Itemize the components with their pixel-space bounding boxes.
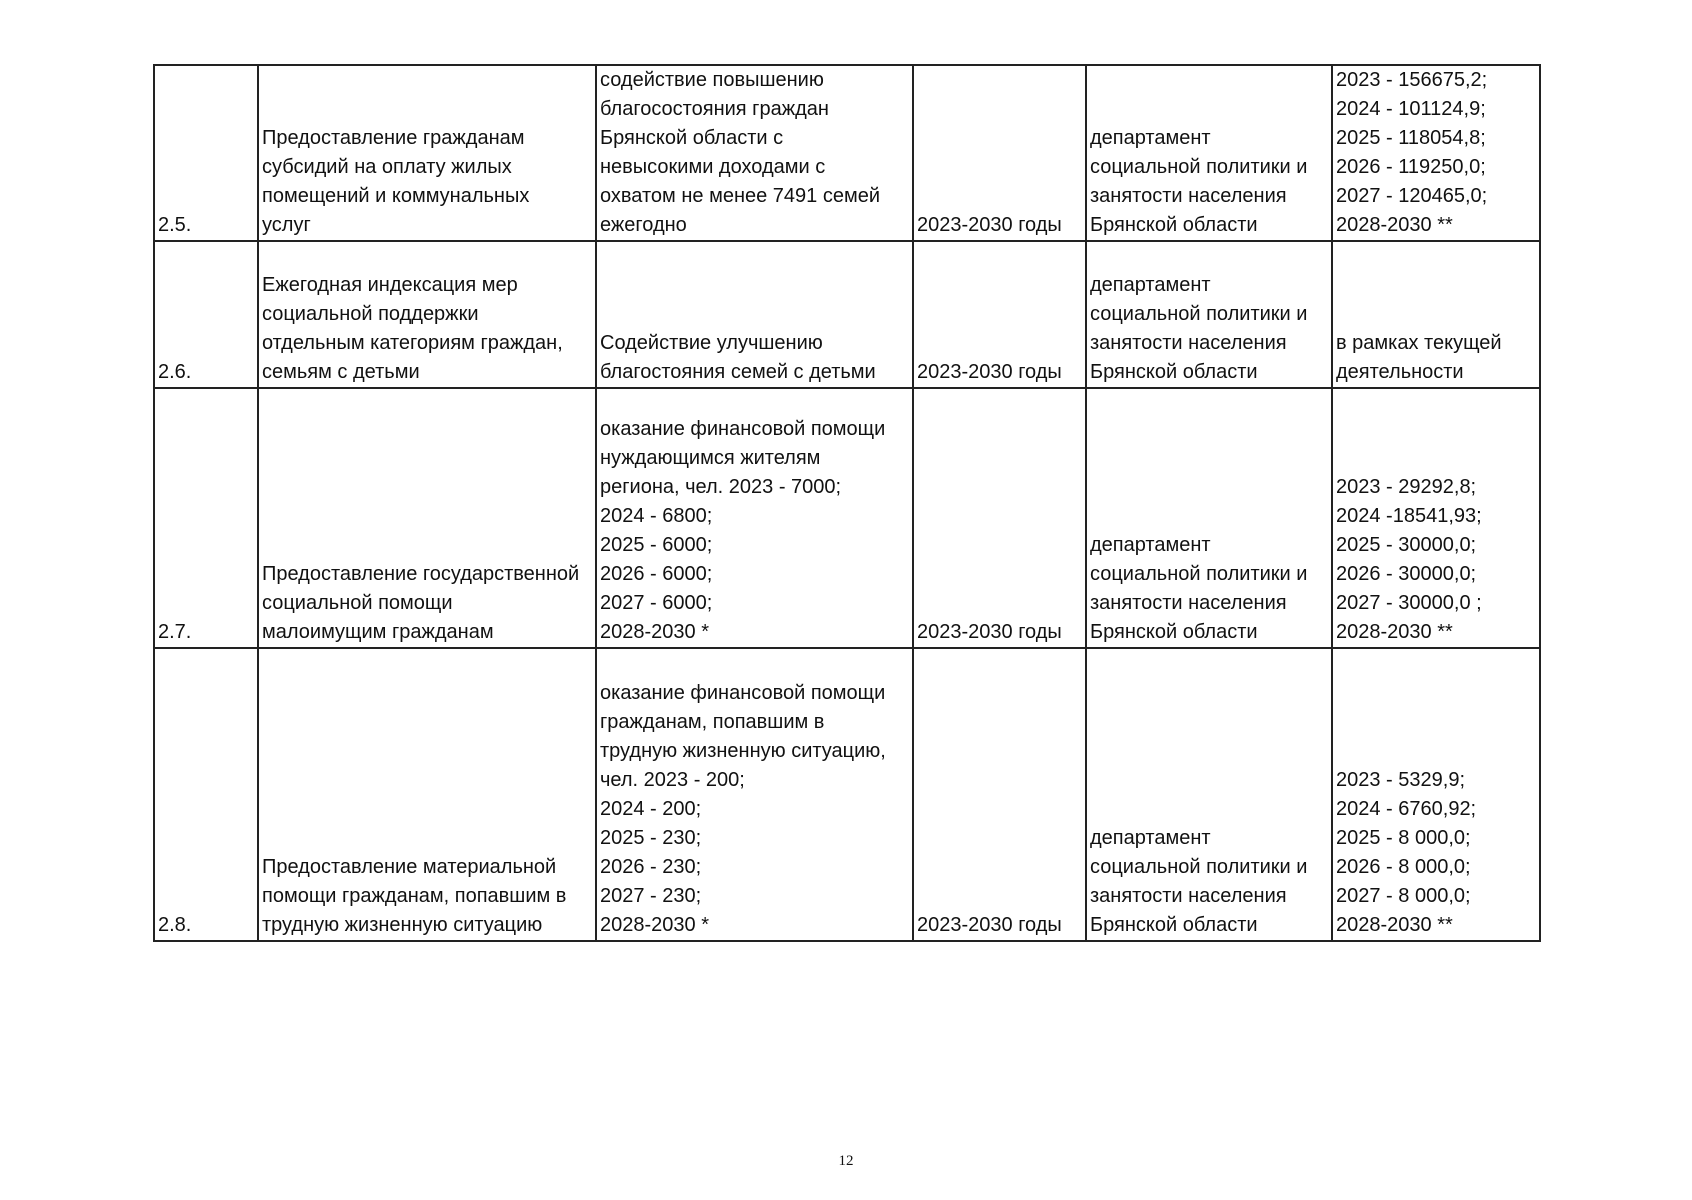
row-number: 2.5. <box>154 65 258 241</box>
expected-result: оказание финансовой помощи нуждающимся жителям региона, чел. 2023 - 7000; 2024 - 6800; 2025 - 6000; 2026 - 6000; 2027 - 6000; 2028-2030 * <box>596 388 913 648</box>
measure-name: Предоставление государственной социальной помощи малоимущим гражданам <box>258 388 596 648</box>
funding-amount: 2023 - 156675,2; 2024 - 101124,9; 2025 - 118054,8; 2026 - 119250,0; 2027 - 120465,0; 2028-2030 ** <box>1332 65 1540 241</box>
table-row <box>154 388 1540 648</box>
implementation-period: 2023-2030 годы <box>913 65 1086 241</box>
table-row <box>154 241 1540 388</box>
row-number: 2.8. <box>154 648 258 941</box>
measure-name: Ежегодная индексация мер социальной поддержки отдельным категориям граждан, семьям с детьми <box>258 241 596 388</box>
responsible-executor: департамент социальной политики и занятости населения Брянской области <box>1086 65 1332 241</box>
table-row <box>154 648 1540 941</box>
implementation-period: 2023-2030 годы <box>913 648 1086 941</box>
responsible-executor: департамент социальной политики и занятости населения Брянской области <box>1086 241 1332 388</box>
funding-amount: в рамках текущей деятельности <box>1332 241 1540 388</box>
measures-table <box>153 64 1541 942</box>
funding-amount: 2023 - 29292,8; 2024 -18541,93; 2025 - 30000,0; 2026 - 30000,0; 2027 - 30000,0 ; 2028-2030 ** <box>1332 388 1540 648</box>
responsible-executor: департамент социальной политики и занятости населения Брянской области <box>1086 388 1332 648</box>
table-row <box>154 65 1540 241</box>
measure-name: Предоставление гражданам субсидий на оплату жилых помещений и коммунальных услуг <box>258 65 596 241</box>
expected-result: оказание финансовой помощи гражданам, попавшим в трудную жизненную ситуацию, чел. 2023 - 200; 2024 - 200; 2025 - 230; 2026 - 230; 2027 - 230; 2028-2030 * <box>596 648 913 941</box>
expected-result: Содействие улучшению благостояния семей с детьми <box>596 241 913 388</box>
row-number: 2.6. <box>154 241 258 388</box>
measure-name: Предоставление материальной помощи гражданам, попавшим в трудную жизненную ситуацию <box>258 648 596 941</box>
page-number: 12 <box>838 1153 854 1169</box>
expected-result: содействие повышению благосостояния граждан Брянской области с невысокими доходами с охватом не менее 7491 семей ежегодно <box>596 65 913 241</box>
responsible-executor: департамент социальной политики и занятости населения Брянской области <box>1086 648 1332 941</box>
row-number: 2.7. <box>154 388 258 648</box>
funding-amount: 2023 - 5329,9; 2024 - 6760,92; 2025 - 8 000,0; 2026 - 8 000,0; 2027 - 8 000,0; 2028-2030 ** <box>1332 648 1540 941</box>
implementation-period: 2023-2030 годы <box>913 388 1086 648</box>
implementation-period: 2023-2030 годы <box>913 241 1086 388</box>
